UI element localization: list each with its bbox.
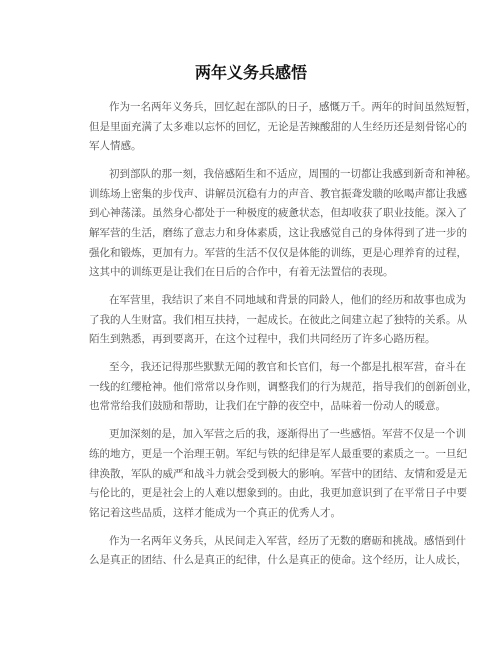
text-line: 到心神荡漾。虽然身心都处于一种极度的疲惫状态，但却收获了职业技能。深入了: [89, 207, 467, 220]
text-line: 训练场上密集的步伐声、讲解员沉稳有力的声音、教官振聋发聩的吆喝声都让我感: [89, 187, 467, 200]
text-line: 作为一名两年义务兵，回忆起在部队的日子，感慨万千。两年的时间虽然短暂，: [109, 101, 477, 113]
paragraph: [89, 291, 467, 350]
text-line: 军人情感。: [89, 140, 142, 153]
text-line: 强化和锻炼，更加有力。军营的生活不仅仅是体能的训练，更是心理养育的过程，: [89, 246, 467, 259]
text-line: 这其中的训练更是让我们在日后的合作中，有着无法置信的表现。: [89, 266, 394, 279]
document-body: [89, 98, 478, 579]
document-title: 两年义务兵感悟: [194, 63, 307, 82]
text-line: 至今，我还记得那些默默无闻的教官和长官们，每一个都是扎根军营，奋斗在: [109, 361, 466, 374]
paragraph: [89, 358, 478, 417]
paragraph: [89, 98, 477, 157]
text-line: 陌生到熟悉，再到要离开，在这个过程中，我们共同经历了许多心路历程。: [89, 333, 436, 346]
text-line: 一线的红缨枪神。他们常常以身作则，调整我们的行为规范，指导我们的创新创业，: [89, 380, 478, 393]
text-line: 在军营里，我结识了来自不同地域和背景的同龄人，他们的经历和故事也成为: [109, 294, 466, 307]
text-line: 初到部队的那一刻，我倍感陌生和不适应，周围的一切都让我感到新奇和神秘。: [109, 168, 477, 181]
text-line: 么是真正的团结、什么是真正的纪律，什么是真正的使命。这个经历，让人成长，: [89, 554, 467, 567]
paragraph: [89, 425, 467, 523]
text-line: 更加深刻的是，加入军营之后的我，逐渐得出了一些感悟。军营不仅是一个训: [109, 428, 466, 441]
paragraph: [89, 165, 477, 283]
paragraph: [89, 532, 467, 571]
text-line: 但是里面充满了太多难以忘怀的回忆，无论是苦辣酸甜的人生经历还是刻骨铭心的: [89, 120, 467, 133]
text-line: 律涣散，军队的威严和战斗力就会受到极大的影响。军营中的团结、友情和爱是无: [89, 467, 467, 480]
text-line: 了我的人生财富。我们相互扶持，一起成长。在彼此之间建立起了独特的关系。从: [89, 313, 467, 326]
text-line: 也常常给我们鼓励和帮助，让我们在宁静的夜空中，品味着一份动人的暖意。: [89, 400, 446, 413]
text-line: 与伦比的，更是社会上的人难以想象到的。由此，我更加意识到了在平常日子中要: [89, 487, 467, 500]
text-line: 作为一名两年义务兵，从民间走入军营，经历了无数的磨砺和挑战。感悟到什: [109, 534, 466, 547]
text-line: 解军营的生活，磨练了意志力和身体素质，这让我感觉自己的身体得到了进一步的: [89, 226, 467, 239]
text-line: 练的地方，更是一个治理王朝。军纪与铁的纪律是军人最重要的素质之一。一旦纪: [89, 448, 467, 461]
text-line: 铭记着这些品质，这样才能成为一个真正的优秀人才。: [89, 506, 341, 519]
